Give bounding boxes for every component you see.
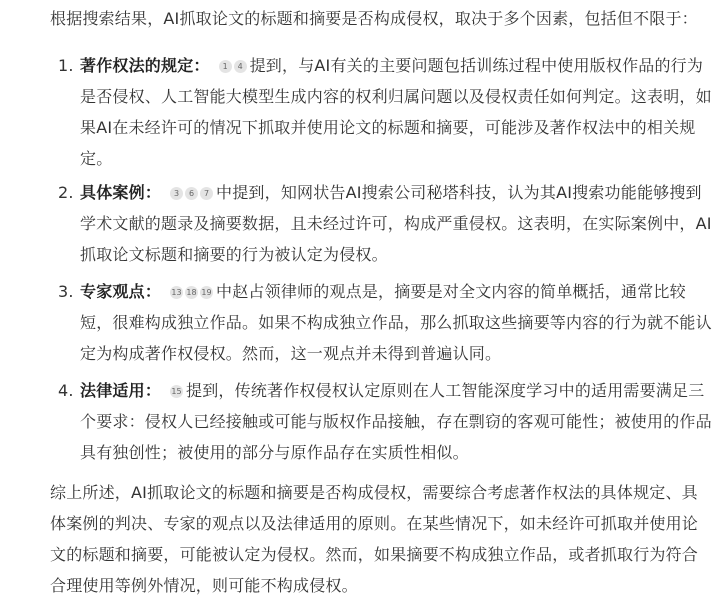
item-title: 著作权法的规定	[80, 56, 194, 75]
list-number: 4.	[58, 381, 74, 400]
citation-badge[interactable]: 4	[234, 60, 247, 73]
citation-badge[interactable]: 19	[201, 288, 212, 297]
citation-group	[169, 381, 184, 400]
item-text: 提到，传统著作权侵权认定原则在人工智能深度学习中的适用需要满足三个要求：侵权人已经接触或可能与版权作品接触，存在剽窃的客观可能性；被使用的作品具有独创性；被使用的部分与原作品存在实质性相似。	[80, 381, 712, 462]
item-colon: ：	[193, 56, 210, 75]
citation-badge[interactable]: 6	[185, 187, 198, 200]
list-number: 1.	[58, 56, 74, 75]
item-text: 中赵占领律师的观点是，摘要是对全文内容的简单概括，通常比较短，很难构成独立作品。如果不构成独立作品，那么抓取这些摘要等内容的行为就不能认定为构成著作权侵权。然而，这一观点并未得到普遍认同。	[80, 282, 712, 363]
citation-group	[169, 183, 214, 202]
citation-badge[interactable]: 1	[219, 60, 232, 73]
intro-paragraph: 根据搜索结果，AI抓取论文的标题和摘要是否构成侵权，取决于多个因素，包括但不限于：	[50, 9, 698, 28]
item-colon: ：	[144, 183, 162, 202]
summary-paragraph: 综上所述，AI抓取论文的标题和摘要是否构成侵权，需要综合考虑著作权法的具体规定、具体案例的判决、专家的观点以及法律适用的原则。在某些情况下，如未经许可抓取并使用论文的标题和摘要，可能被认定为侵权。然而，如果摘要不构成独立作品，或者抓取行为符合合理使用等例外情况，则可能不构成侵权。	[50, 483, 699, 595]
item-colon: ：	[144, 381, 162, 400]
list-number: 3.	[58, 282, 74, 301]
list-item	[58, 375, 712, 468]
citation-badge[interactable]: 3	[170, 187, 183, 200]
citation-badge[interactable]: 7	[200, 187, 213, 200]
list-number: 2.	[58, 183, 74, 202]
list-item	[58, 276, 712, 369]
item-colon: ：	[144, 282, 162, 301]
item-text: 中提到，知网状告AI搜索公司秘塔科技，认为其AI搜索功能能够搜到学术文献的题录及摘要数据，且未经过许可，构成严重侵权。这表明，在实际案例中，AI抓取论文标题和摘要的行为被认定为侵权。	[80, 183, 712, 264]
citation-badge[interactable]: 13	[171, 288, 182, 297]
list-item	[58, 177, 712, 270]
item-title: 专家观点	[80, 282, 145, 301]
list-item	[58, 50, 712, 174]
item-title: 法律适用	[80, 381, 145, 400]
citation-badge[interactable]: 18	[186, 288, 197, 297]
item-text: 提到，与AI有关的主要问题包括训练过程中使用版权作品的行为是否侵权、人工智能大模型生成内容的权利归属问题以及侵权责任如何判定。这表明，如果AI在未经许可的情况下抓取并使用论文的标题和摘要，可能涉及著作权法中的相关规定。	[80, 56, 712, 168]
citation-badge[interactable]: 15	[171, 387, 182, 396]
citation-group	[218, 56, 248, 75]
item-title: 具体案例	[80, 183, 145, 202]
citation-group	[169, 282, 214, 301]
